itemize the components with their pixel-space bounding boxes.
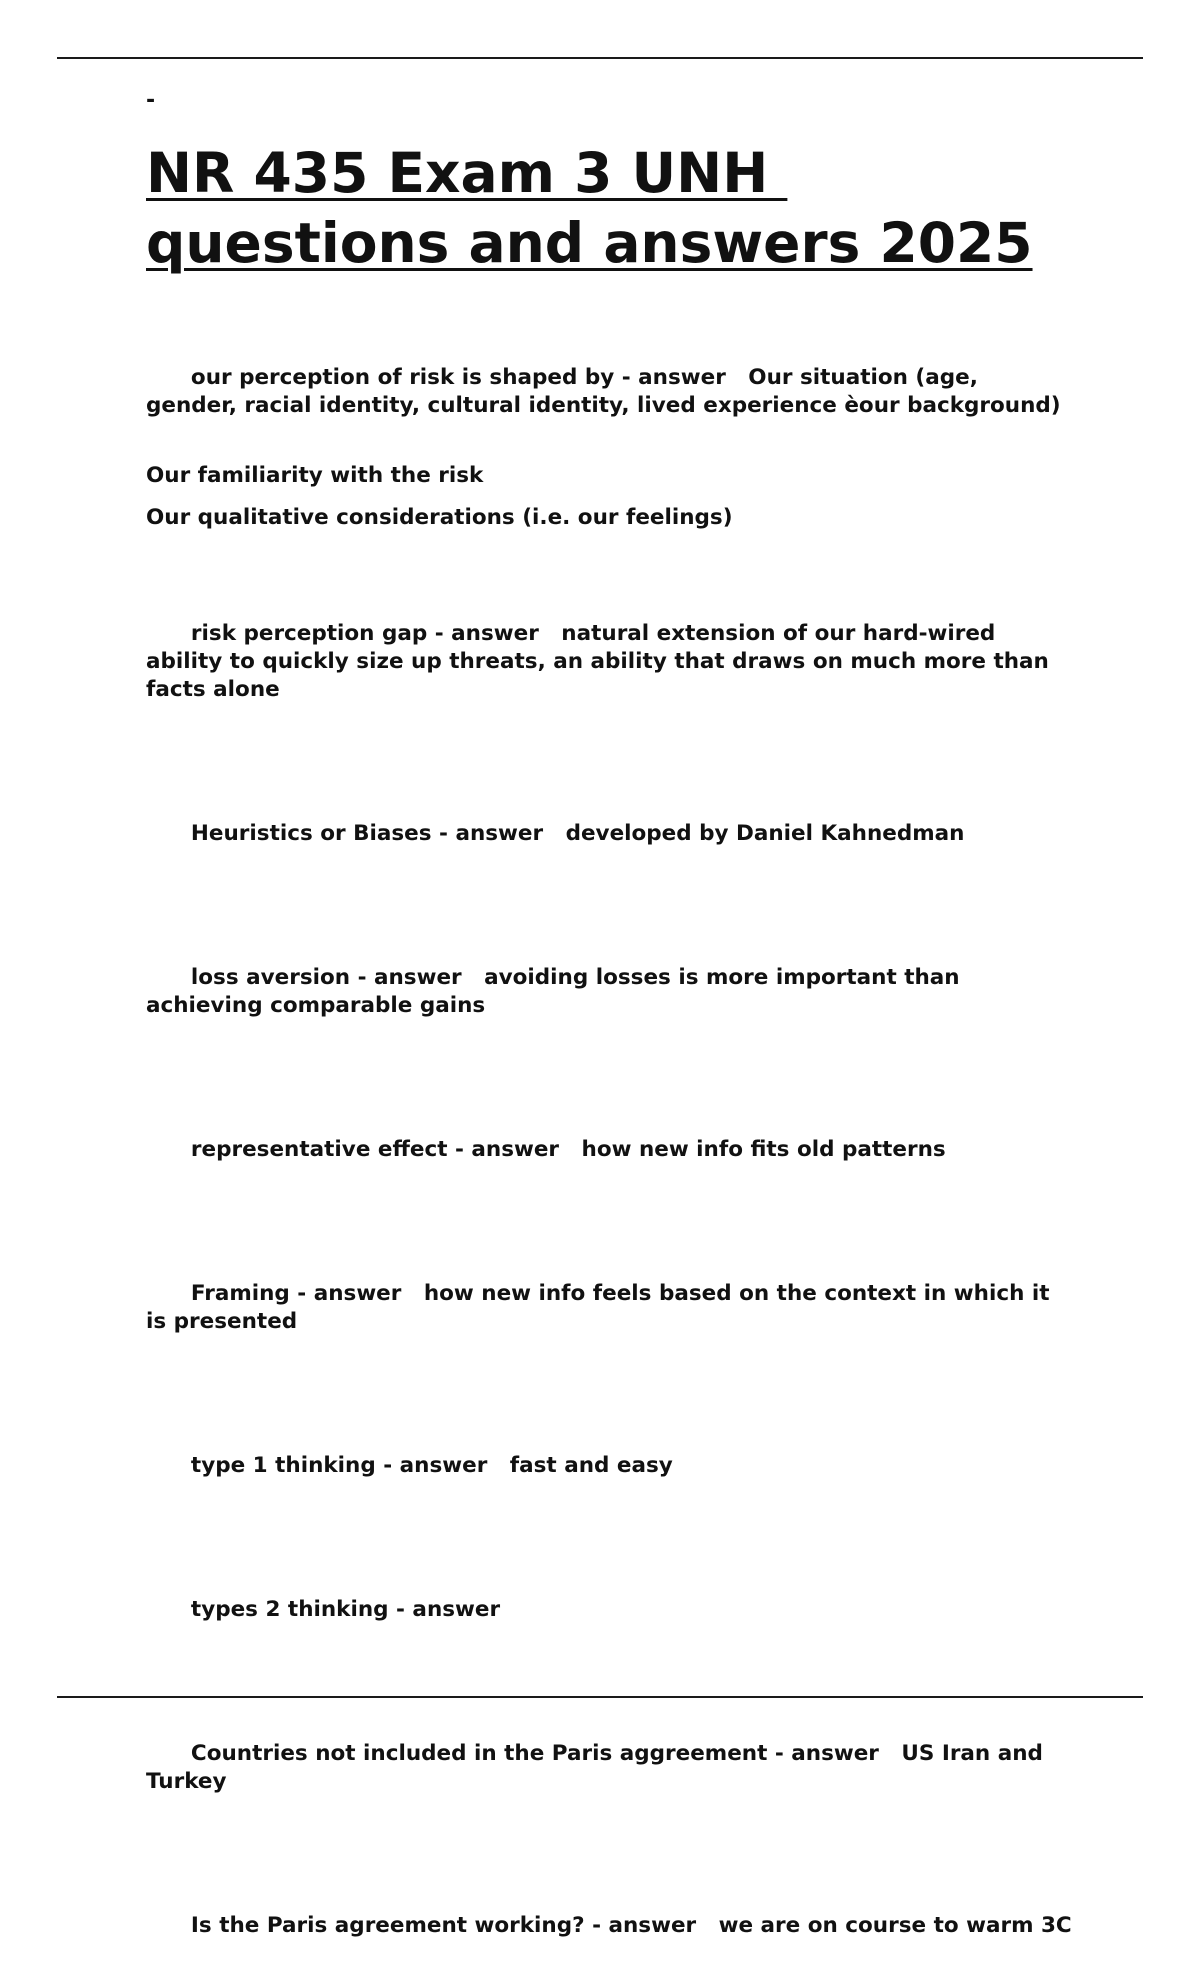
- qa-item: [146, 336, 1076, 448]
- qa-question: representative effect - answer: [190, 1137, 560, 1162]
- qa-question: types 2 thinking - answer: [190, 1597, 501, 1622]
- qa-item: [146, 936, 1076, 1048]
- document-title: NR 435 Exam 3 UNH questions and answers 2025: [146, 141, 1033, 275]
- qa-question: Heuristics or Biases - answer: [190, 821, 544, 846]
- qa-question: our perception of risk is shaped by - answer: [190, 365, 726, 390]
- qa-question: Is the Paris agreement working? - answer: [190, 1913, 697, 1938]
- qa-item: [146, 792, 1076, 876]
- qa-question: Framing - answer: [190, 1281, 402, 1306]
- qa-item: [146, 1252, 1076, 1364]
- qa-answer: natural extension of our hard-wired ability to quickly size up threats, an ability that draws on much more than facts alone: [146, 621, 1057, 702]
- qa-extra-line: Our familiarity with the risk: [146, 463, 484, 488]
- qa-answer: fast and easy: [509, 1453, 673, 1478]
- qa-question: Countries not included in the Paris aggreement - answer: [190, 1741, 879, 1766]
- qa-answer: developed by Daniel Kahnedman: [565, 821, 965, 846]
- qa-question: risk perception gap - answer: [190, 621, 539, 646]
- document-body: [146, 90, 1076, 1968]
- qa-list: [146, 336, 1076, 1968]
- qa-answer: how new info feels based on the context in which it is presented: [146, 1281, 1058, 1334]
- qa-question: loss aversion - answer: [190, 965, 462, 990]
- qa-item: [146, 1884, 1076, 1968]
- qa-answer: US Iran and Turkey: [146, 1741, 1051, 1794]
- qa-answer: Our situation (age, gender, racial identity, cultural identity, lived experience èour background): [146, 365, 1061, 418]
- header-rule: [57, 57, 1143, 59]
- qa-item: [146, 1424, 1076, 1508]
- qa-item: [146, 1108, 1076, 1192]
- leading-marker: -: [146, 88, 156, 113]
- qa-item: [146, 1568, 1076, 1652]
- footer-rule: [57, 1696, 1143, 1698]
- qa-answer: how new info fits old patterns: [581, 1137, 946, 1162]
- qa-item: [146, 592, 1076, 732]
- qa-answer: avoiding losses is more important than achieving comparable gains: [146, 965, 968, 1018]
- qa-item: [146, 1712, 1076, 1824]
- qa-question: type 1 thinking - answer: [190, 1453, 488, 1478]
- qa-answer: we are on course to warm 3C: [718, 1913, 1072, 1938]
- qa-extra-line: Our qualitative considerations (i.e. our feelings): [146, 505, 733, 530]
